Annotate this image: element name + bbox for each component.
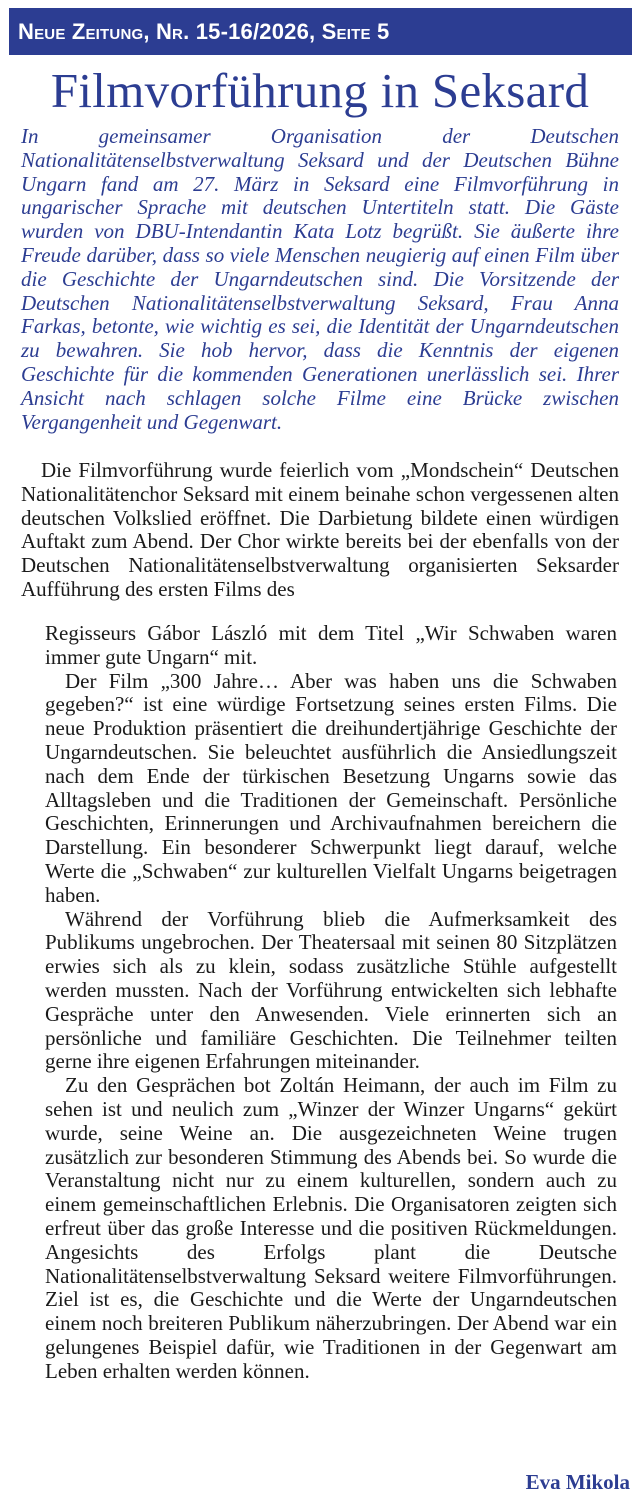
article-paragraph-4: Zu den Gesprächen bot Zoltán Heimann, der auch im Film zu sehen ist und neulich zum „Winzer der Winzer Ungarns“ gekürt wurde, seine Weine an. Die ausgezeichneten Weine trugen zusätzlich zur besonderen Stimmung des Abends bei. So wurde die Veranstaltung nicht nur zu einem kulturellen, sondern auch zu einem gemeinschaftlichen Erlebnis. Die Organisatoren zeigten sich erfreut über das große Interesse und die positiven Rückmeldungen. Angesichts des Erfolgs plant die Deutsche Nationalitätenselbstverwaltung Seksard weitere Filmvorführungen. Ziel ist es, die Geschichte und die Werte der Ungarndeutschen einem noch breiteren Publikum näherzubringen. Der Abend war ein gelungenes Beispiel dafür, wie Traditionen in der Gegenwart am Leben erhalten werden können. bbox=[45, 1073, 617, 1383]
publication-header: Neue Zeitung, Nr. 15-16/2026, Seite 5 bbox=[9, 8, 632, 55]
article-paragraph-3: Während der Vorführung blieb die Aufmerksamkeit des Publikums ungebrochen. Der Theatersaal mit seinen 80 Sitzplätzen erwies sich als zu klein, sodass zusätzliche Stühle aufgestellt werden mussten. Nach der Vorführung entwickelten sich lebhafte Gespräche unter den Anwesenden. Viele erinnerten sich an persönliche und familiäre Geschichten. Die Teilnehmer teilten gerne ihre eigenen Erfahrungen miteinander. bbox=[45, 906, 617, 1074]
article-paragraph-2: Der Film „300 Jahre… Aber was haben uns die Schwaben gegeben?“ ist eine würdige Fortsetzung seines ersten Films. Die neue Produktion präsentiert die dreihundertjährige Geschichte der Ungarndeutschen. Sie beleuchtet ausführlich die Ansiedlungszeit nach dem Ende der türkischen Besetzung Ungarns sowie das Alltagsleben und die Traditionen der Gemeinschaft. Persönliche Geschichten, Erinnerungen und Archivaufnahmen bereichern die Darstellung. Ein besonderer Schwerpunkt liegt darauf, welche Werte die „Schwaben“ zur kulturellen Vielfalt Ungarns beigetragen haben. bbox=[45, 668, 617, 907]
article-paragraph-1-continued: Regisseurs Gábor László mit dem Titel „Wir Schwaben waren immer gute Ungarn“ mit. bbox=[45, 621, 617, 669]
article-paragraph-1: Die Filmvorführung wurde feierlich vom „Mondschein“ Deutschen Nationalitätenchor Seksard mit einem beinahe schon vergessenen alten deutschen Volkslied eröffnet. Die Darbietung bildete einen würdigen Auftakt zum Abend. Der Chor wirkte bereits bei der ebenfalls von der Deutschen Nationalitätenselbstverwaltung organisierten Seksarder Aufführung des ersten Films des bbox=[21, 458, 619, 601]
article-lead: In gemeinsamer Organisation der Deutschen Nationalitätenselbstverwaltung Seksard und der Deutschen Bühne Ungarn fand am 27. März in Seksard eine Filmvorführung in ungarischer Sprache mit deutschen Untertiteln statt. Die Gäste wurden von DBU-Intendantin Kata Lotz begrüßt. Sie äußerte ihre Freude darüber, dass so viele Menschen neugierig auf einen Film über die Geschichte der Ungarndeutschen sind. Die Vorsitzende der Deutschen Nationalitätenselbstverwaltung Seksard, Frau Anna Farkas, betonte, wie wichtig es sei, die Identität der Ungarndeutschen zu bewahren. Sie hob hervor, dass die Kenntnis der eigenen Geschichte für die kommenden Generationen unerlässlich sei. Ihrer Ansicht nach schlagen solche Filme eine Brücke zwischen Vergangenheit und Gegenwart. bbox=[21, 124, 619, 434]
article-title: Filmvorführung in Seksard bbox=[50, 63, 590, 118]
article-author: Eva Mikola bbox=[525, 1470, 630, 1494]
article-column bbox=[45, 622, 617, 1384]
